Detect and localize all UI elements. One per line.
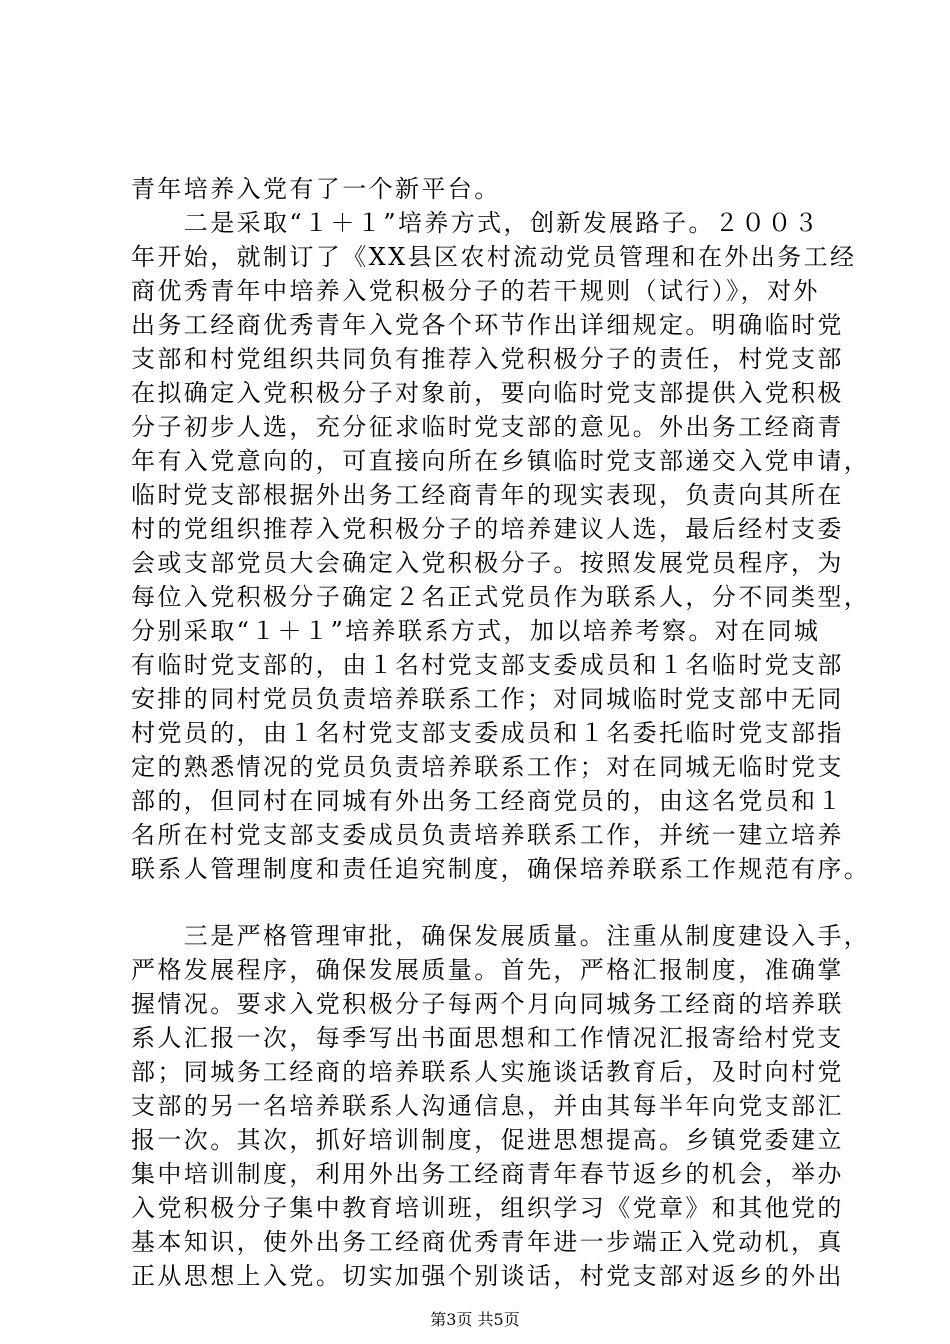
- text-line: 每位入党积极分子确定２名正式党员作为联系人，分不同类型，: [131, 583, 871, 611]
- text-line: 村党员的，由１名村党支部支委成员和１名委托临时党支部指: [131, 719, 844, 747]
- text-line: 名所在村党支部支委成员负责培养联系工作，并统一建立培养: [131, 821, 844, 849]
- text-line: 集中培训制度，利用外出务工经商青年春节返乡的机会，举办: [131, 1160, 844, 1188]
- text-line: 有临时党支部的，由１名村党支部支委成员和１名临时党支部: [131, 651, 844, 679]
- text-line: 年开始，就制订了《XX县区农村流动党员管理和在外出务工经: [131, 243, 857, 271]
- text-line: 系人汇报一次，每季写出书面思想和工作情况汇报寄给村党支: [131, 1024, 844, 1052]
- text-line: 部；同城务工经商的培养联系人实施谈话教育后，及时向村党: [131, 1058, 844, 1086]
- text-line: 定的熟悉情况的党员负责培养联系工作；对在同城无临时党支: [131, 753, 844, 781]
- text-line: 严格发展程序，确保发展质量。首先，严格汇报制度，准确掌: [131, 956, 844, 984]
- text-line: 三是严格管理审批，确保发展质量。注重从制度建设入手，: [131, 922, 871, 950]
- text-line: 分子初步人选，充分征求临时党支部的意见。外出务工经商青: [131, 413, 844, 441]
- text-line: 联系人管理制度和责任追究制度，确保培养联系工作规范有序。: [131, 855, 871, 883]
- text-line: 正从思想上入党。切实加强个别谈话，村党支部对返乡的外出: [131, 1262, 844, 1290]
- text-line: 青年培养入党有了一个新平台。: [131, 175, 501, 203]
- text-line: 入党积极分子集中教育培训班，组织学习《党章》和其他党的: [131, 1194, 844, 1222]
- text-line: 基本知识，使外出务工经商优秀青年进一步端正入党动机，真: [131, 1228, 844, 1256]
- text-line: 临时党支部根据外出务工经商青年的现实表现，负责向其所在: [131, 481, 844, 509]
- page-footer: 第3页 共5页: [430, 1310, 520, 1329]
- text-line: 握情况。要求入党积极分子每两个月向同城务工经商的培养联: [131, 990, 844, 1018]
- text-line: 报一次。其次，抓好培训制度，促进思想提高。乡镇党委建立: [131, 1126, 844, 1154]
- text-line: 年有入党意向的，可直接向所在乡镇临时党支部递交入党申请，: [131, 447, 871, 475]
- text-line: 会或支部党员大会确定入党积极分子。按照发展党员程序，为: [131, 549, 844, 577]
- text-line: 二是采取“１＋１”培养方式，创新发展路子。２００３: [131, 209, 821, 237]
- text-line: 支部和村党组织共同负有推荐入党积极分子的责任，村党支部: [131, 345, 844, 373]
- text-line: 出务工经商优秀青年入党各个环节作出详细规定。明确临时党: [131, 311, 844, 339]
- text-line: 在拟确定入党积极分子对象前，要向临时党支部提供入党积极: [131, 379, 844, 407]
- text-line: 分别采取“１＋１”培养联系方式，加以培养考察。对在同城: [131, 617, 821, 645]
- text-line: 部的，但同村在同城有外出务工经商党员的，由这名党员和１: [131, 787, 844, 815]
- text-line: 安排的同村党员负责培养联系工作；对同城临时党支部中无同: [131, 685, 844, 713]
- text-line: 支部的另一名培养联系人沟通信息，并由其每半年向党支部汇: [131, 1092, 844, 1120]
- text-line: 商优秀青年中培养入党积极分子的若干规则（试行）》，对外: [131, 277, 820, 305]
- text-line: 村的党组织推荐入党积极分子的培养建议人选，最后经村支委: [131, 515, 844, 543]
